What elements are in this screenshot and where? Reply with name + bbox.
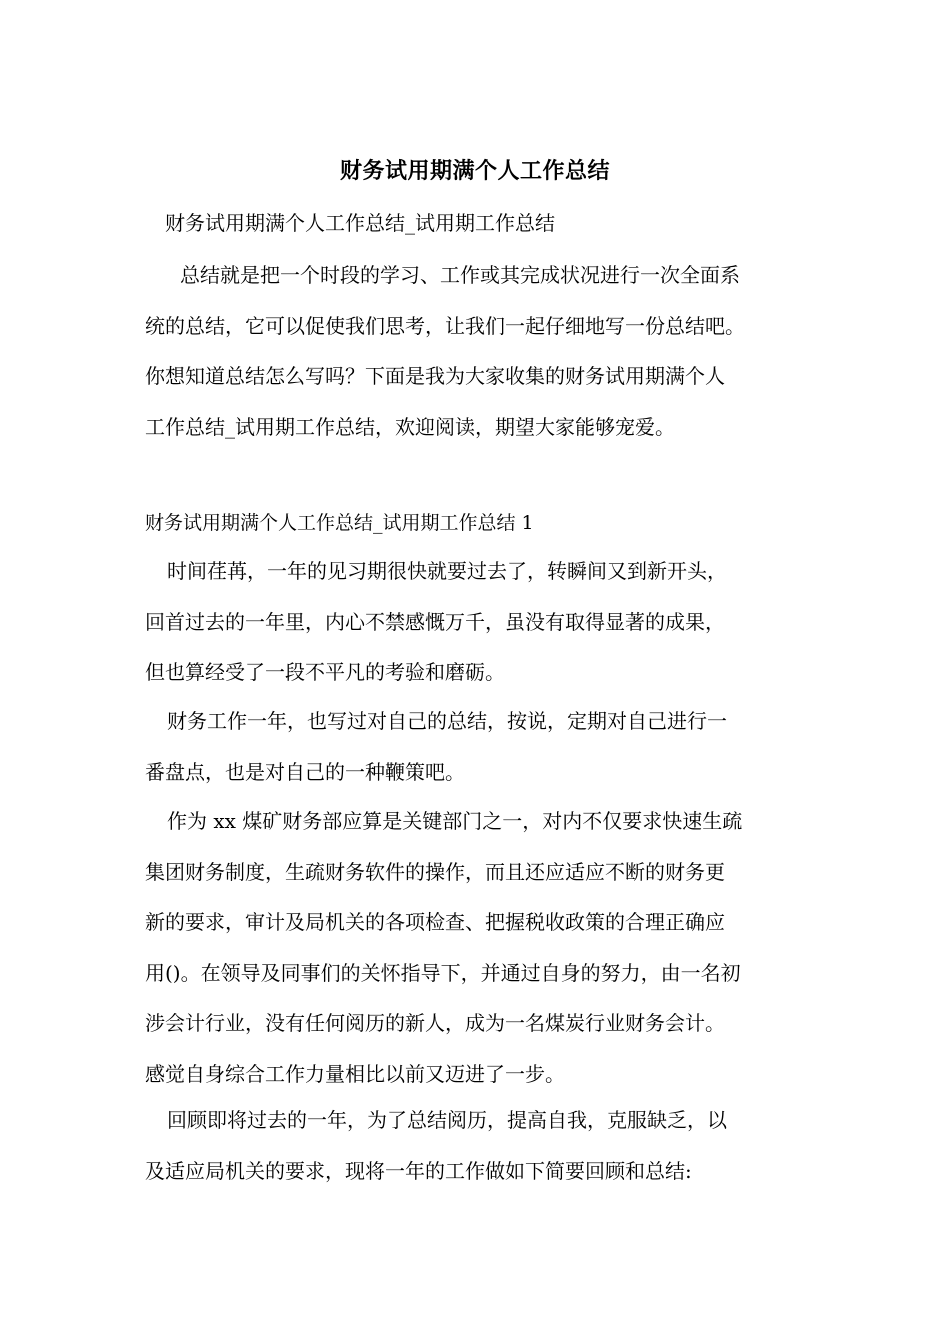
paragraph-line: 新的要求，审计及局机关的各项检查、把握税收政策的合理正确应 [145, 910, 725, 934]
paragraph-line: 涉会计行业，没有任何阅历的新人，成为一名煤炭行业财务会计。 [145, 1011, 725, 1035]
paragraph-line: 番盘点，也是对自己的一种鞭策吧。 [145, 759, 465, 784]
paragraph-line: 集团财务制度，生疏财务软件的操作，而且还应适应不断的财务更 [145, 859, 725, 884]
body-paragraph [145, 796, 825, 1099]
paragraph-line: 感觉自身综合工作力量相比以前又迈进了一步。 [145, 1061, 565, 1086]
intro-line: 你想知道总结怎么写吗？下面是我为大家收集的财务试用期满个人 [145, 364, 725, 388]
document-subtitle: 财务试用期满个人工作总结_试用期工作总结 [165, 211, 555, 235]
section-heading: 财务试用期满个人工作总结_试用期工作总结 1 [145, 512, 534, 534]
intro-line: 工作总结_试用期工作总结，欢迎阅读，期望大家能够宠爱。 [145, 414, 675, 439]
paragraph-line: 时间荏苒，一年的见习期很快就要过去了，转瞬间又到新开头， [167, 559, 727, 583]
paragraph-line: 作为 xx 煤矿财务部应算是关键部门之一，对内不仅要求快速生疏 [167, 809, 743, 833]
intro-line: 总结就是把一个时段的学习、工作或其完成状况进行一次全面系 [180, 263, 740, 287]
paragraph-line: 财务工作一年，也写过对自己的总结，按说，定期对自己进行一 [167, 709, 727, 733]
body-paragraph [145, 1095, 825, 1196]
paragraph-line: 及适应局机关的要求，现将一年的工作做如下简要回顾和总结: [145, 1158, 692, 1183]
intro-paragraph [145, 250, 825, 452]
paragraph-line: 回顾即将过去的一年，为了总结阅历，提高自我，克服缺乏，以 [167, 1108, 727, 1132]
body-paragraph [145, 546, 825, 698]
paragraph-line: 用()。在领导及同事们的关怀指导下，并通过自身的努力，由一名初 [145, 960, 741, 985]
paragraph-line: 但也算经受了一段不平凡的考验和磨砺。 [145, 660, 505, 684]
intro-line: 统的总结，它可以促使我们思考，让我们一起仔细地写一份总结吧。 [145, 313, 745, 338]
paragraph-line: 回首过去的一年里，内心不禁感慨万千，虽没有取得显著的成果， [145, 609, 725, 634]
body-paragraph [145, 696, 825, 797]
document-title: 财务试用期满个人工作总结 [339, 158, 610, 184]
